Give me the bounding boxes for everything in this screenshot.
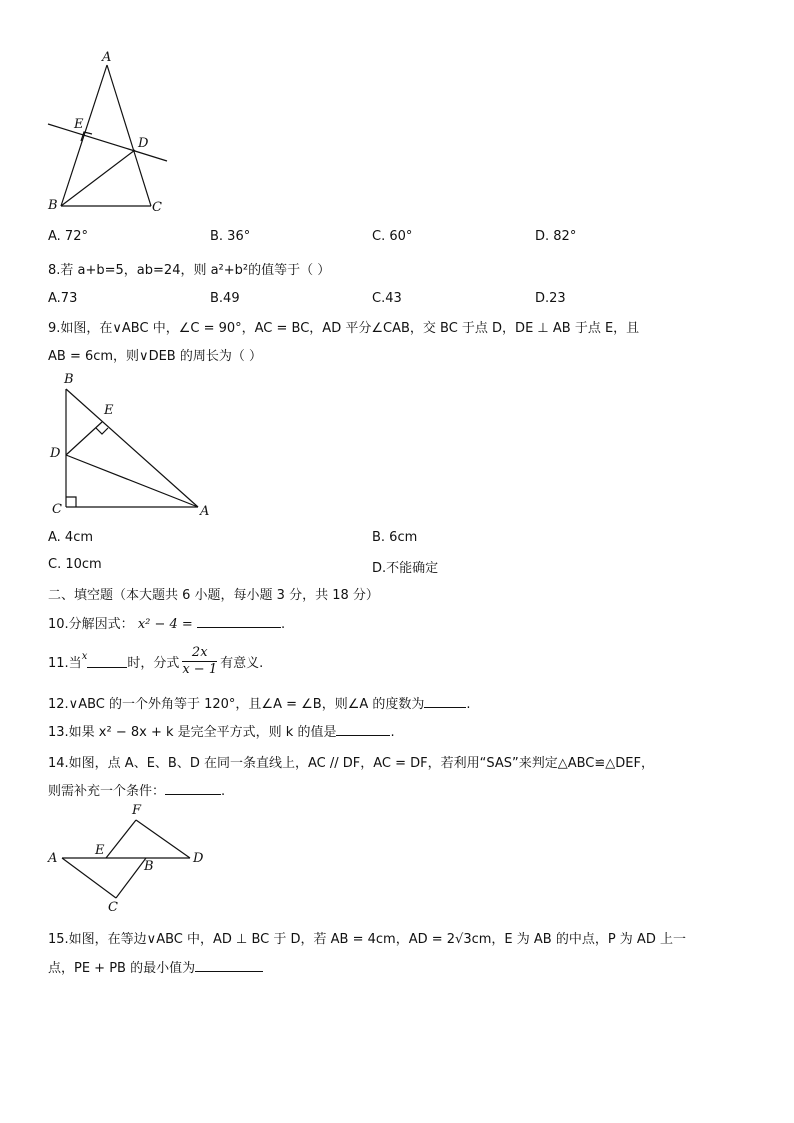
q11-variable: x — [81, 650, 88, 662]
q9-question-line2: AB = 6cm，则∨DEB 的周长为（ ） — [48, 349, 262, 364]
q7-label-a: A — [102, 50, 112, 65]
q14-label-e: E — [95, 843, 105, 858]
q7-label-e: E — [74, 117, 84, 132]
q11-suffix: 有意义. — [220, 655, 264, 671]
q10-expression: x² − 4 = — [137, 617, 193, 632]
q10-prefix: 10.分解因式： — [48, 617, 134, 632]
q14-segment-ac — [62, 858, 116, 898]
q13-text: 13.如果 x² − 8x + k 是完全平方式，则 k 的值是 — [48, 725, 337, 740]
q11-numerator: 2x — [182, 645, 217, 662]
q14-label-d: D — [193, 851, 204, 866]
q9-label-d: D — [50, 446, 61, 461]
q14-segment-fd — [136, 820, 190, 858]
q15-question-line1: 15.如图，在等边∨ABC 中，AD ⊥ BC 于 D，若 AB = 4cm，AD = 2√3cm，E 为 AB 的中点，P 为 AD 上一 — [48, 932, 686, 947]
q8-option-d: D.23 — [535, 291, 566, 306]
q14-label-c: C — [108, 900, 118, 915]
q14-label-a: A — [48, 851, 58, 866]
q14-question-line1: 14.如图，点 A、E、B、D 在同一条直线上，AC // DF，AC = DF，若利用“SAS”来判定△ABC≌△DEF， — [48, 756, 654, 771]
q7-label-d: D — [138, 136, 149, 151]
q13-suffix: . — [390, 725, 395, 740]
q14-label-f: F — [132, 803, 142, 818]
q14-suffix: . — [221, 784, 226, 799]
q9-option-c: C. 10cm — [48, 557, 102, 572]
q12-text: 12.∨ABC 的一个外角等于 120°，且∠A = ∠B，则∠A 的度数为 — [48, 697, 425, 712]
q9-option-d: D.不能确定 — [372, 561, 439, 576]
q8-option-c: C.43 — [372, 291, 402, 306]
q11-mid: 时，分式 — [127, 655, 180, 671]
q7-label-b: B — [48, 198, 58, 213]
q7-option-d: D. 82° — [535, 229, 577, 244]
q11-denominator: x − 1 — [182, 661, 218, 677]
q8-question: 8.若 a+b=5，ab=24，则 a²+b²的值等于（ ） — [48, 263, 331, 278]
q11-prefix: 11.当 — [48, 655, 82, 671]
q14-segment-cb — [116, 858, 146, 898]
section-heading: 二、填空题（本大题共 6 小题，每小题 3 分，共 18 分） — [48, 588, 379, 603]
q8-option-b: B.49 — [210, 291, 240, 306]
q15-question-line2 — [48, 957, 263, 976]
q9-option-a: A. 4cm — [48, 530, 94, 545]
q14-segment-ef — [106, 820, 136, 858]
q7-label-c: C — [152, 200, 162, 215]
q9-option-b: B. 6cm — [372, 530, 418, 545]
q9-label-c: C — [52, 502, 62, 517]
q7-option-a: A. 72° — [48, 229, 88, 244]
q15-answer-blank[interactable] — [195, 959, 263, 972]
q9-label-a: A — [200, 504, 210, 519]
q15-line2-text: 点，PE + PB 的最小值为 — [48, 961, 196, 976]
q7-option-c: C. 60° — [372, 229, 413, 244]
q9-label-e: E — [104, 403, 114, 418]
q10-suffix: . — [280, 617, 286, 632]
q9-question-line1: 9.如图，在∨ABC 中，∠C = 90°，AC = BC，AD 平分∠CAB，交 BC 于点 D，DE ⊥ AB 于点 E，且 — [48, 321, 640, 336]
q14-line2-text: 则需补充一个条件： — [48, 784, 166, 799]
q12-suffix: . — [466, 697, 471, 712]
q7-option-b: B. 36° — [210, 229, 251, 244]
q8-option-a: A.73 — [48, 291, 78, 306]
q14-label-b: B — [144, 859, 154, 874]
q9-label-b: B — [64, 372, 74, 387]
